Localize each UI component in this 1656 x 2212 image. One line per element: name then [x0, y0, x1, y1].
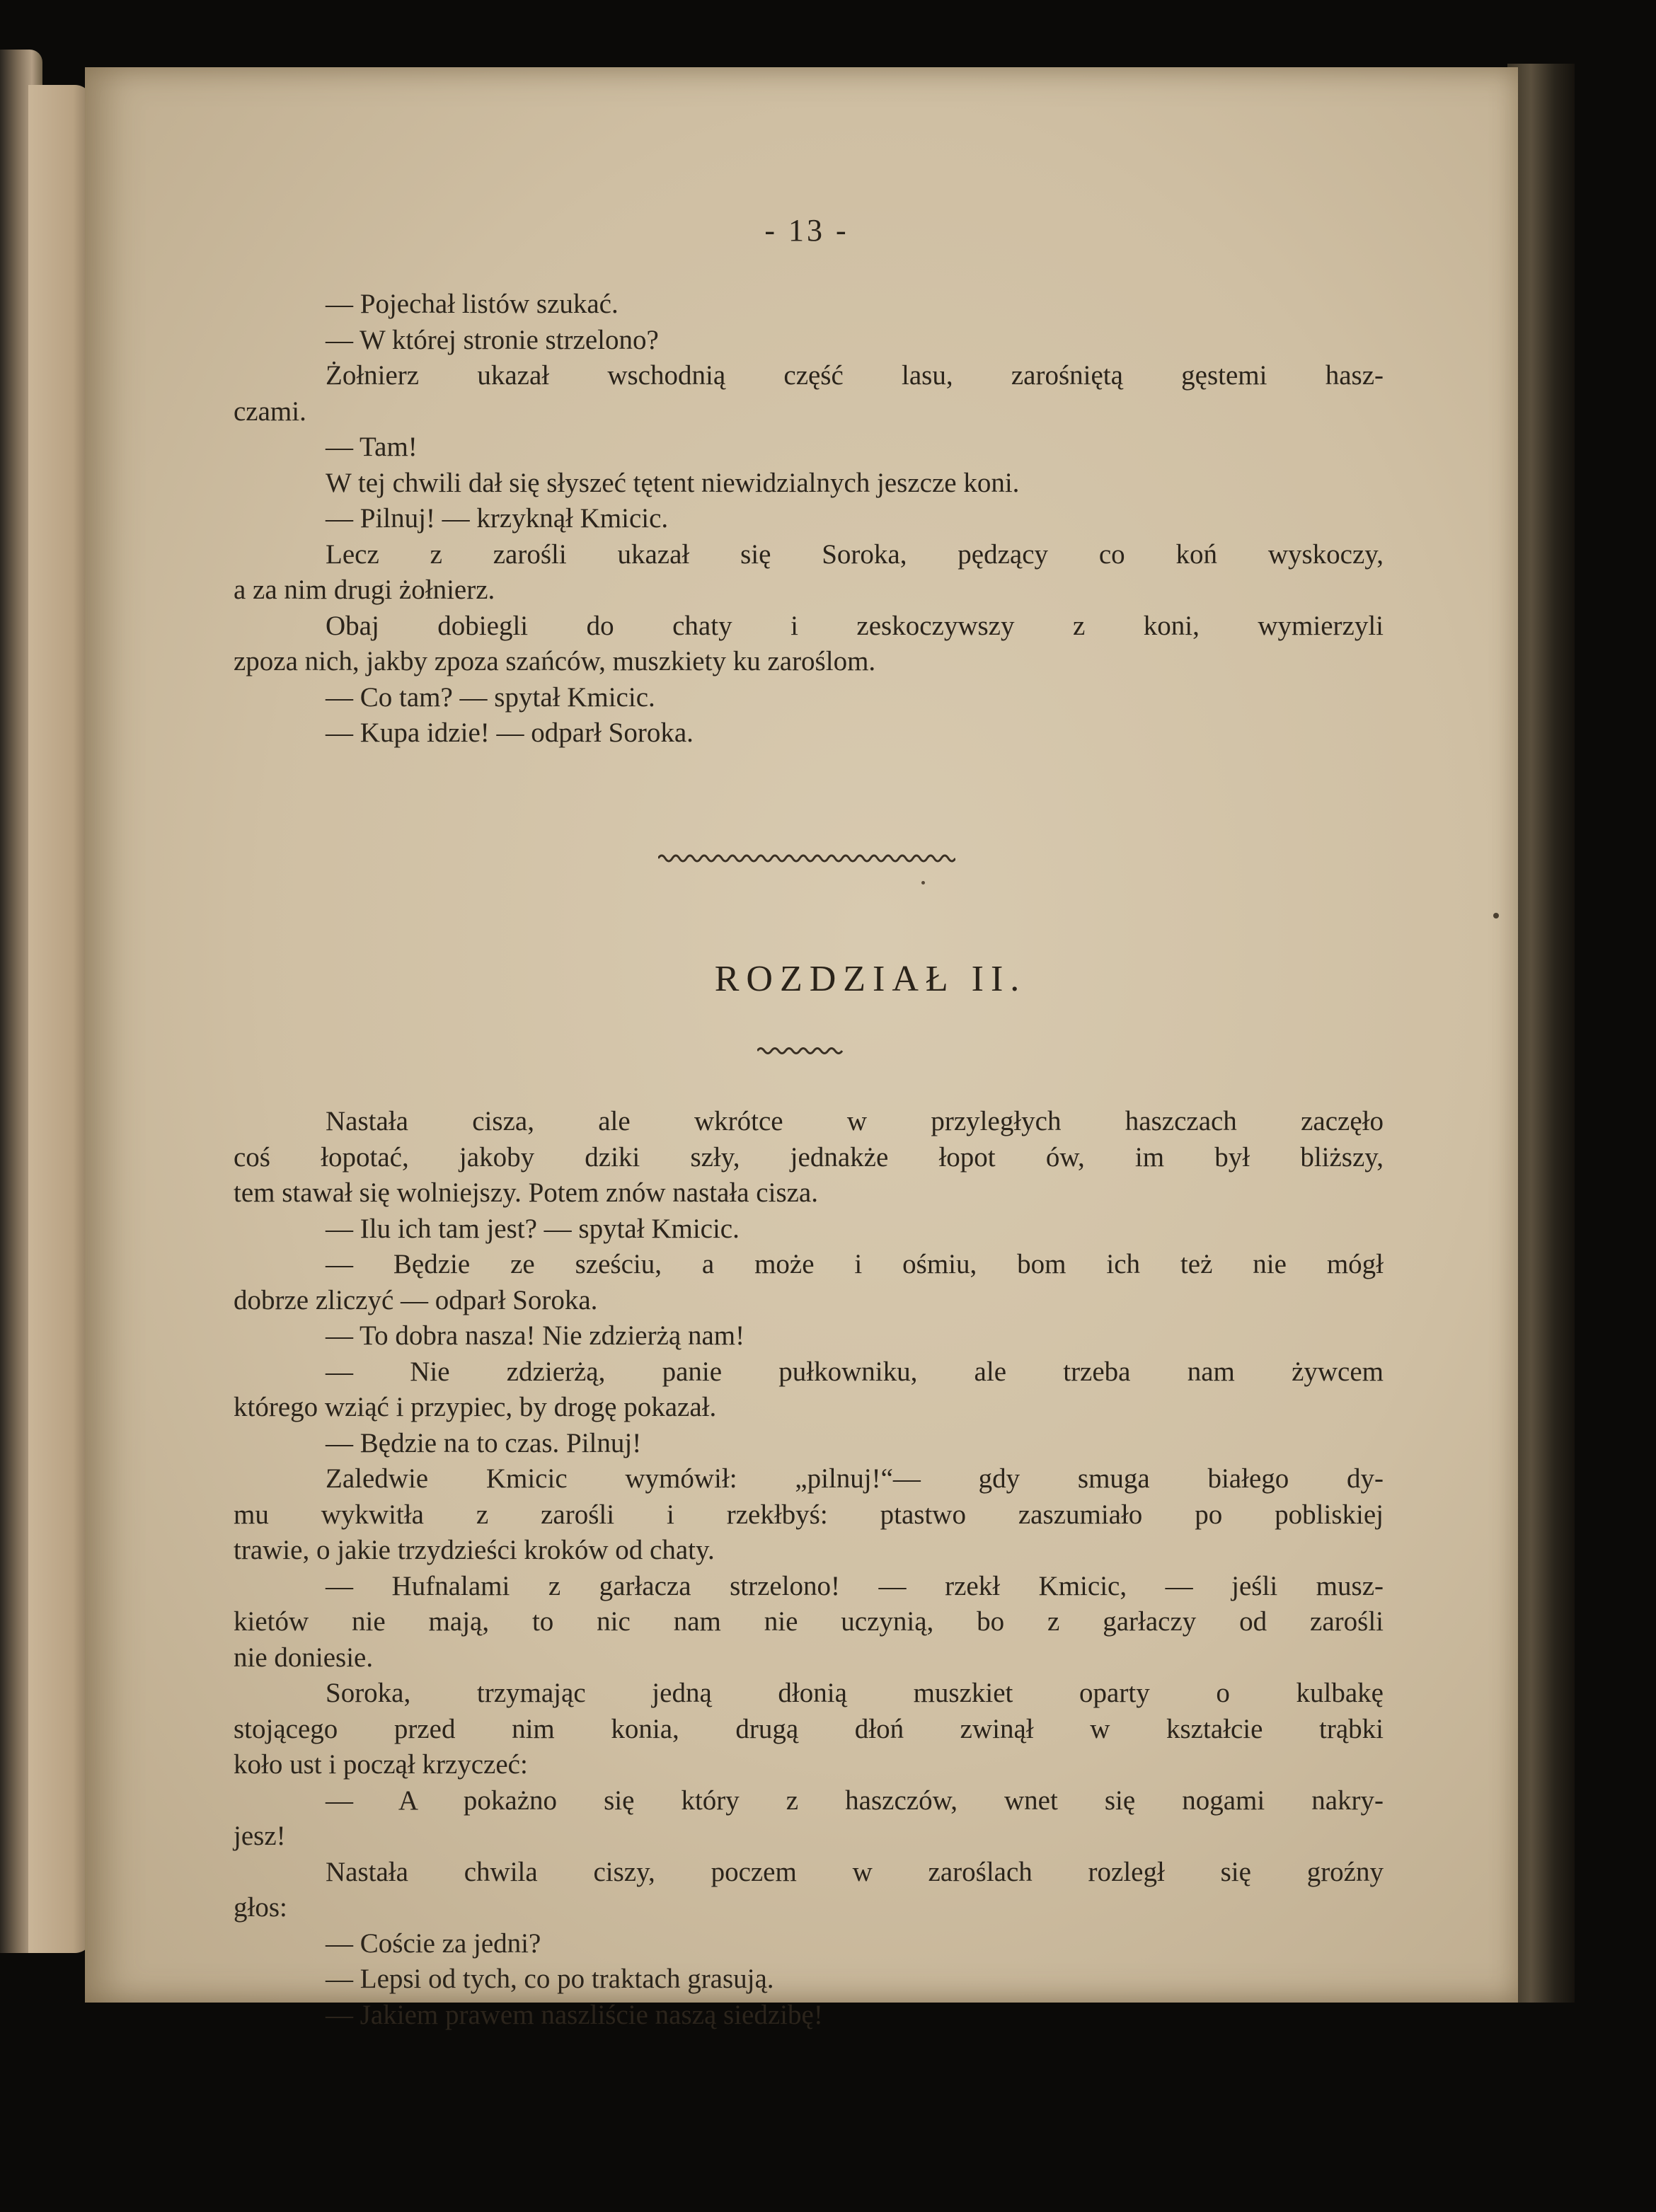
- text-line: mu wykwitła z zarośli i rzekłbyś: ptastwo zaszumiało po pobliskiej: [234, 1499, 1384, 1530]
- text-line: a za nim drugi żołnierz.: [234, 575, 495, 605]
- text-line: koło ust i począł krzyczeć:: [234, 1749, 528, 1780]
- text-line: W tej chwili dał się słyszeć tętent niewidzialnych jeszcze koni.: [326, 467, 1020, 498]
- text-line: — Co tam? — spytał Kmicic.: [326, 681, 655, 713]
- text-line: — Kupa idzie! — odparł Soroka.: [326, 718, 694, 748]
- text-line: głos:: [234, 1892, 287, 1923]
- ornament-dot: [921, 881, 925, 885]
- text-line: — W której stronie strzelono?: [326, 324, 659, 355]
- previous-page-edge: [28, 85, 92, 1953]
- small-wavy-ornament: [757, 1044, 849, 1058]
- text-line: — A pokażno się który z haszczów, wnet się nogami nakry-: [326, 1785, 1384, 1816]
- text-line: — Pilnuj! — krzyknął Kmicic.: [326, 503, 669, 534]
- text-line: którego wziąć i przypiec, by drogę pokazał.: [234, 1392, 717, 1422]
- text-line: kietów nie mają, to nic nam nie uczynią, bo z garłaczy od zarośli: [234, 1606, 1384, 1637]
- text-line: — Pojechał listów szukać.: [326, 289, 619, 319]
- text-line: zpoza nich, jakby zpoza szańców, muszkiety ku zaroślom.: [234, 646, 876, 676]
- text-line: coś łopotać, jakoby dziki szły, jednakże łopot ów, im był bliższy,: [234, 1141, 1384, 1173]
- text-line: — Nie zdzierżą, panie pułkowniku, ale trzeba nam żywcem: [326, 1356, 1384, 1387]
- page-number: - 13 -: [764, 213, 849, 248]
- text-line: — To dobra nasza! Nie zdzierżą nam!: [326, 1320, 745, 1351]
- text-line: — Będzie na to czas. Pilnuj!: [326, 1427, 642, 1458]
- text-line: Lecz z zarośli ukazał się Soroka, pędzący co koń wyskoczy,: [326, 538, 1384, 570]
- text-line: — Lepsi od tych, co po traktach grasują.: [326, 1964, 774, 1994]
- text-line: — Tam!: [326, 432, 418, 462]
- text-line: tem stawał się wolniejszy. Potem znów nastała cisza.: [234, 1177, 818, 1208]
- text-line: — Jakiem prawem naszliście naszą siedzibę!: [326, 1999, 823, 2030]
- text-line: Soroka, trzymając jedną dłonią muszkiet oparty o kulbakę: [326, 1678, 1384, 1708]
- text-line: Nastała cisza, ale wkrótce w przyległych haszczach zaczęło: [326, 1106, 1384, 1136]
- text-block-before-chapter: [234, 287, 1384, 751]
- wavy-divider-ornament: [658, 846, 955, 867]
- text-line: Żołnierz ukazał wschodnią część lasu, zarośniętą gęstemi hasz-: [326, 360, 1384, 391]
- text-block-chapter-body: [234, 1104, 1384, 2033]
- paper-spot: [1493, 913, 1499, 918]
- text-line: jesz!: [234, 1821, 286, 1851]
- chapter-title: ROZDZIAŁ II.: [714, 959, 1027, 999]
- text-line: nie doniesie.: [234, 1642, 374, 1673]
- text-line: — Będzie ze sześciu, a może i ośmiu, bom ich też nie mógł: [326, 1249, 1384, 1279]
- text-line: — Coście za jedni?: [326, 1928, 541, 1959]
- text-line: — Hufnalami z garłacza strzelono! — rzekł Kmicic, — jeśli musz-: [326, 1570, 1384, 1601]
- text-line: trawie, o jakie trzydzieści kroków od chaty.: [234, 1535, 715, 1565]
- text-line: Zaledwie Kmicic wymówił: „pilnuj!“— gdy smuga białego dy-: [326, 1463, 1384, 1494]
- text-line: — Ilu ich tam jest? — spytał Kmicic.: [326, 1213, 740, 1244]
- text-line: czami.: [234, 396, 306, 427]
- text-line: Obaj dobiegli do chaty i zeskoczywszy z koni, wymierzyli: [326, 610, 1384, 641]
- text-line: stojącego przed nim konia, drugą dłoń zwinął w kształcie trąbki: [234, 1713, 1384, 1744]
- text-line: dobrze zliczyć — odparł Soroka.: [234, 1284, 598, 1315]
- text-line: Nastała chwila ciszy, poczem w zaroślach rozległ się groźny: [326, 1856, 1384, 1887]
